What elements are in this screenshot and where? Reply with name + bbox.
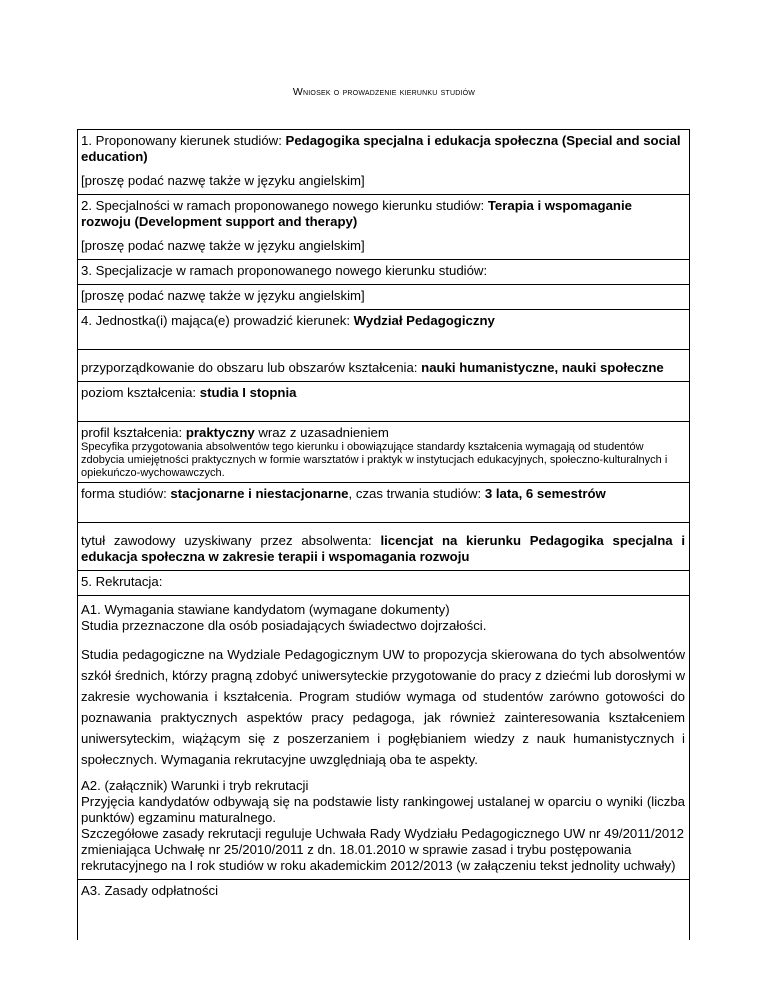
field-specjalnosci-label: 2. Specjalności w ramach proponowanego nowego kierunku studiów: bbox=[81, 198, 488, 213]
field-specjalizacje-label: 3. Specjalizacje w ramach proponowanego nowego kierunku studiów: bbox=[81, 263, 488, 278]
field-profil-suffix: wraz z uzasadnieniem bbox=[254, 425, 389, 440]
field-specjalnosci-value: Terapia i wspomaganie rozwoju (Development support and therapy) bbox=[81, 198, 632, 229]
field-profil bbox=[78, 422, 689, 483]
application-form bbox=[77, 129, 690, 940]
a2-text-ranking: Przyjęcia kandydatów odbywają się na podstawie listy rankingowej ustalanej w oparciu o wyniki (liczba punktów) egzaminu maturalnego. bbox=[81, 794, 685, 825]
document-title-text: Wniosek o prowadzenie kierunku studiów bbox=[292, 86, 476, 98]
field-jednostka-label: 4. Jednostka(i) mająca(e) prowadzić kierunek: bbox=[81, 313, 354, 328]
field-poziom bbox=[78, 382, 689, 422]
a3-title: A3. Zasady odpłatności bbox=[81, 883, 219, 898]
field-kierunek bbox=[78, 130, 689, 195]
field-forma bbox=[78, 483, 689, 523]
a1-paragraph: Studia pedagogiczne na Wydziale Pedagogicznym UW to propozycja skierowana do tych absolwentów szkół średnich, którzy pragną zdobyć uniwersyteckie przygotowanie do pracy z dziećmi lub dorosłymi w zakresie wychowania i kształcenia. Program studiów wymaga od studentów zarówno gotowości do poznawania praktycznych aspektów pracy pedagoga, jak również zainteresowania kształceniem uniwersyteckim, wiążącym się z poszerzaniem i pogłębianiem wiedzy z nauk humanistycznych i społecznych. Wymagania rekrutacyjne uwzględniają oba te aspekty. bbox=[81, 647, 685, 767]
field-obszar-value: nauki humanistyczne, nauki społeczne bbox=[421, 360, 664, 375]
field-specjalnosci-note: [proszę podać nazwę także w języku angielskim] bbox=[81, 238, 365, 253]
a1-title: A1. Wymagania stawiane kandydatom (wymagane dokumenty) bbox=[81, 602, 450, 617]
field-profil-label: profil kształcenia: bbox=[81, 425, 186, 440]
field-kierunek-note: [proszę podać nazwę także w języku angielskim] bbox=[81, 173, 365, 188]
field-obszar bbox=[78, 350, 689, 382]
field-poziom-label: poziom kształcenia: bbox=[81, 385, 200, 400]
field-forma-value: stacjonarne i niestacjonarne bbox=[170, 486, 349, 501]
field-tytul-value: licencjat na kierunku Pedagogika specjalna i edukacja społeczna w zakresie terapii i wspomagania rozwoju bbox=[81, 533, 685, 564]
a1-text: Studia przeznaczone dla osób posiadających świadectwo dojrzałości. bbox=[81, 618, 487, 633]
a2-title: A2. (załącznik) Warunki i tryb rekrutacji bbox=[81, 778, 309, 793]
field-kierunek-value: Pedagogika specjalna i edukacja społeczna (Special and social education) bbox=[81, 133, 681, 164]
field-tytul bbox=[78, 523, 689, 571]
field-a3 bbox=[78, 880, 689, 940]
field-tytul-label: tytuł zawodowy uzyskiwany przez absolwenta: bbox=[81, 533, 381, 548]
field-specjalizacje-note-row bbox=[78, 285, 689, 310]
field-kierunek-label: 1. Proponowany kierunek studiów: bbox=[81, 133, 286, 148]
field-profil-justification: Specyfika przygotowania absolwentów tego kierunku i obowiązujące standardy kształcenia wymagają od studentów zdobycia umiejętności praktycznych w formie warsztatów i praktyk w instytucjach edukacyjnych, społeczno-kulturalnych i opiekuńczo-wychowawczych. bbox=[81, 441, 668, 479]
document-title bbox=[0, 84, 768, 100]
field-poziom-value: studia I stopnia bbox=[199, 385, 297, 400]
field-czas-value: 3 lata, 6 semestrów bbox=[484, 486, 606, 501]
field-rekrutacja bbox=[78, 571, 689, 596]
field-jednostka bbox=[78, 310, 689, 350]
field-profil-value: praktyczny bbox=[185, 425, 255, 440]
field-jednostka-value: Wydział Pedagogiczny bbox=[353, 313, 495, 328]
a2-text-rules: Szczegółowe zasady rekrutacji reguluje Uchwała Rady Wydziału Pedagogicznego UW nr 49/2011/2012 zmieniająca Uchwałę nr 25/2010/2011 z dn. 18.01.2010 w sprawie zasad i trybu postępowania rekrutacyjnego na I rok studiów w roku akademickim 2012/2013 (w załączeniu tekst jednolity uchwały) bbox=[81, 826, 684, 873]
field-specjalnosci bbox=[78, 195, 689, 260]
field-czas-label: , czas trwania studiów: bbox=[348, 486, 485, 501]
field-rekrutacja-label: 5. Rekrutacja: bbox=[81, 574, 163, 589]
field-a1 bbox=[78, 596, 689, 880]
field-specjalizacje bbox=[78, 260, 689, 285]
field-specjalizacje-note: [proszę podać nazwę także w języku angielskim] bbox=[81, 288, 365, 303]
field-forma-label: forma studiów: bbox=[81, 486, 171, 501]
field-obszar-label: przyporządkowanie do obszaru lub obszarów kształcenia: bbox=[81, 360, 422, 375]
